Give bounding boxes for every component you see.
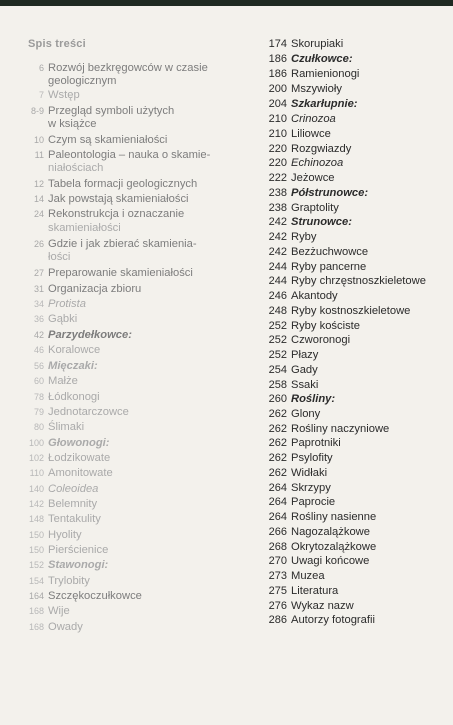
- toc-entry-title: niałościach: [48, 162, 104, 174]
- toc-entry: [268, 38, 343, 50]
- toc-page-number: 7: [38, 90, 44, 100]
- toc-entry-title: w książce: [48, 118, 97, 130]
- toc-entry: [28, 134, 167, 146]
- toc-entry: [28, 149, 210, 161]
- toc-entry-title: Stawonogi:: [48, 559, 109, 571]
- toc-page-number: 60: [33, 376, 44, 386]
- toc-page-number: 10: [33, 135, 44, 145]
- toc-entry: [28, 437, 110, 449]
- toc-page-number: 154: [28, 576, 44, 586]
- toc-entry: [268, 83, 342, 95]
- toc-entry: [268, 600, 354, 612]
- toc-entry-title: Półstrunowce:: [291, 187, 369, 199]
- toc-entry-title: Echinozoa: [291, 157, 344, 169]
- toc-page-number: 246: [268, 290, 287, 302]
- toc-entry: [268, 305, 410, 317]
- toc-entry: [28, 89, 80, 101]
- toc-entry-title: Gdzie i jak zbierać skamienia-: [48, 238, 197, 250]
- toc-entry-title: Trylobity: [48, 575, 90, 587]
- toc-page-number: 150: [28, 545, 44, 555]
- toc-entry: [268, 157, 343, 169]
- toc-entry-title: Organizacja zbioru: [48, 283, 142, 295]
- toc-entry: [28, 360, 98, 372]
- toc-page-number: 248: [268, 305, 287, 317]
- toc-entry-title: Strunowce:: [291, 216, 352, 228]
- toc-entry-title: Ryby: [291, 231, 317, 243]
- toc-entry: [28, 222, 121, 234]
- toc-entry-title: Płazy: [291, 349, 319, 361]
- page-title: Spis treści: [28, 38, 86, 50]
- toc-entry-title: Wykaz nazw: [291, 600, 354, 612]
- toc-entry-title: Czworonogi: [291, 334, 351, 346]
- toc-entry-title: Ryby chrzęstnoszkieletowe: [291, 275, 426, 287]
- toc-entry-title: Mszywioły: [291, 83, 342, 95]
- toc-page-number: 266: [268, 526, 287, 538]
- toc-entry: [28, 590, 142, 602]
- toc-page-number: 273: [268, 570, 287, 582]
- toc-page-number: 264: [268, 482, 287, 494]
- toc-page-number: 262: [268, 408, 287, 420]
- toc-entry-title: Rozwój bezkręgowców w czasie: [48, 62, 208, 74]
- toc-entry: [28, 75, 116, 87]
- toc-page-number: 8-9: [30, 106, 44, 116]
- toc-entry: [28, 162, 103, 174]
- toc-page-number: 210: [268, 113, 287, 125]
- toc-page-number: 242: [268, 246, 287, 258]
- toc-page-number: 34: [33, 299, 44, 309]
- toc-entry-title: Czym są skamieniałości: [48, 134, 168, 146]
- toc-page-number: 78: [33, 392, 44, 402]
- toc-entry: [268, 511, 376, 523]
- toc-entry-title: Psylofity: [291, 452, 333, 464]
- toc-entry: [268, 482, 331, 494]
- toc-page-number: 262: [268, 467, 287, 479]
- toc-entry: [28, 344, 100, 356]
- toc-entry-title: Rośliny nasienne: [291, 511, 377, 523]
- toc-page-number: 168: [28, 606, 44, 616]
- toc-page-number: 14: [33, 194, 44, 204]
- toc-page-number: 264: [268, 496, 287, 508]
- toc-entry-title: Preparowanie skamieniałości: [48, 267, 193, 279]
- toc-page-number: 142: [28, 499, 44, 509]
- toc-entry-title: geologicznym: [48, 75, 117, 87]
- toc-entry: [268, 275, 426, 287]
- toc-entry-title: Pierścienice: [48, 544, 109, 556]
- toc-entry: [268, 364, 318, 376]
- toc-entry: [268, 202, 339, 214]
- toc-page-number: 12: [33, 179, 44, 189]
- toc-entry-title: Gady: [291, 364, 318, 376]
- toc-page-number: 276: [268, 600, 287, 612]
- toc-entry: [28, 391, 100, 403]
- toc-entry-title: Jak powstają skamieniałości: [48, 193, 189, 205]
- toc-entry: [28, 313, 77, 325]
- toc-entry: [268, 614, 375, 626]
- toc-entry-title: Szczękoczułkowce: [48, 590, 142, 602]
- toc-page-number: 186: [268, 68, 287, 80]
- toc-page-number: 27: [33, 268, 44, 278]
- toc-entry-title: Ryby pancerne: [291, 261, 367, 273]
- toc-entry-title: Widłaki: [291, 467, 328, 479]
- toc-page-number: 254: [268, 364, 287, 376]
- toc-entry-title: Amonitowate: [48, 467, 113, 479]
- toc-entry-title: łości: [48, 251, 71, 263]
- toc-page-number: 260: [268, 393, 287, 405]
- toc-entry: [268, 437, 341, 449]
- toc-entry-title: Rośliny naczyniowe: [291, 423, 390, 435]
- toc-page-number: 186: [268, 53, 287, 65]
- toc-page-number: 6: [38, 63, 44, 73]
- toc-entry: [28, 421, 84, 433]
- toc-entry: [28, 251, 70, 263]
- toc-page-number: 252: [268, 320, 287, 332]
- toc-entry: [28, 513, 101, 525]
- toc-page-number: 244: [268, 275, 287, 287]
- toc-entry: [28, 267, 193, 279]
- toc-entry: [268, 290, 338, 302]
- toc-entry: [268, 408, 320, 420]
- toc-entry: [268, 187, 368, 199]
- toc-entry-title: Czułkowce:: [291, 53, 353, 65]
- toc-page-number: 140: [28, 484, 44, 494]
- toc-page-number: 270: [268, 555, 287, 567]
- toc-page-number: 262: [268, 437, 287, 449]
- toc-page-number: 26: [33, 239, 44, 249]
- toc-entry: [28, 62, 208, 74]
- toc-entry-title: Nagozalążkowe: [291, 526, 370, 538]
- toc-entry: [28, 298, 86, 310]
- toc-page-number: 258: [268, 379, 287, 391]
- toc-page-number: 24: [33, 209, 44, 219]
- toc-entry: [268, 423, 389, 435]
- toc-entry-title: Graptolity: [291, 202, 339, 214]
- toc-entry: [268, 334, 350, 346]
- toc-entry: [28, 544, 108, 556]
- toc-entry-title: Liliowce: [291, 128, 331, 140]
- toc-page-number: 262: [268, 423, 287, 435]
- toc-page-number: 152: [28, 560, 44, 570]
- toc-entry-title: Muzea: [291, 570, 325, 582]
- toc-page-number: 36: [33, 314, 44, 324]
- toc-entry: [28, 178, 197, 190]
- toc-page-number: 220: [268, 143, 287, 155]
- toc-page-number: 42: [33, 330, 44, 340]
- toc-page-number: 238: [268, 187, 287, 199]
- toc-entry-title: Rozgwiazdy: [291, 143, 352, 155]
- toc-entry-title: Rośliny:: [291, 393, 336, 405]
- toc-entry: [28, 483, 98, 495]
- toc-entry-title: Łódkonogi: [48, 391, 100, 403]
- toc-entry: [28, 605, 70, 617]
- toc-page-number: 210: [268, 128, 287, 140]
- toc-page-number: 275: [268, 585, 287, 597]
- toc-entry-title: Szkarłupnie:: [291, 98, 358, 110]
- toc-entry: [268, 53, 353, 65]
- toc-entry-title: Owady: [48, 621, 83, 633]
- toc-entry: [268, 246, 368, 258]
- toc-entry-title: Okrytozalążkowe: [291, 541, 377, 553]
- toc-page-number: 238: [268, 202, 287, 214]
- toc-entry-title: Skorupiaki: [291, 38, 344, 50]
- toc-entry-title: Rekonstrukcja i oznaczanie: [48, 208, 185, 220]
- toc-page-number: 242: [268, 231, 287, 243]
- toc-page-number: 11: [34, 150, 44, 160]
- toc-entry: [28, 238, 197, 250]
- toc-entry: [28, 452, 110, 464]
- toc-entry: [28, 118, 97, 130]
- toc-page-number: 168: [28, 622, 44, 632]
- toc-page-number: 80: [33, 422, 44, 432]
- toc-entry-title: Ślimaki: [48, 421, 85, 433]
- toc-entry: [28, 283, 141, 295]
- toc-page-number: 252: [268, 334, 287, 346]
- toc-entry-title: Paprocie: [291, 496, 336, 508]
- toc-entry: [268, 98, 358, 110]
- toc-page-number: 164: [28, 591, 44, 601]
- toc-page-number: 244: [268, 261, 287, 273]
- toc-entry: [268, 231, 317, 243]
- toc-entry: [28, 406, 129, 418]
- toc-entry-title: Glony: [291, 408, 321, 420]
- toc-entry-title: Przegląd symboli użytych: [48, 105, 175, 117]
- toc-entry-title: Paprotniki: [291, 437, 341, 449]
- toc-entry-title: Ryby kościste: [291, 320, 361, 332]
- toc-entry-title: Hyolity: [48, 529, 82, 541]
- toc-entry-title: Jednotarczowce: [48, 406, 129, 418]
- toc-page-number: 31: [33, 284, 44, 294]
- toc-entry-title: Koralowce: [48, 344, 101, 356]
- toc-entry: [28, 375, 78, 387]
- toc-page-number: 222: [268, 172, 287, 184]
- toc-page-number: 264: [268, 511, 287, 523]
- toc-entry: [28, 621, 83, 633]
- toc-page-number: 100: [28, 438, 44, 448]
- toc-entry-title: Małże: [48, 375, 78, 387]
- toc-entry: [28, 529, 82, 541]
- toc-page-number: 174: [268, 38, 287, 50]
- toc-entry-title: Tentakulity: [48, 513, 101, 525]
- toc-entry-title: Głowonogi:: [48, 437, 110, 449]
- toc-entry: [268, 585, 338, 597]
- page-top-band: [0, 0, 453, 6]
- toc-entry: [28, 208, 184, 220]
- toc-entry-title: Autorzy fotografii: [291, 614, 375, 626]
- toc-entry: [28, 467, 113, 479]
- toc-entry-title: Akantody: [291, 290, 338, 302]
- toc-entry-title: Parzydełkowce:: [48, 329, 132, 341]
- toc-entry: [28, 559, 108, 571]
- toc-page-number: 268: [268, 541, 287, 553]
- toc-entry: [28, 498, 97, 510]
- toc-entry: [28, 329, 132, 341]
- toc-entry: [268, 526, 370, 538]
- toc-entry: [268, 570, 325, 582]
- toc-page-number: 46: [33, 345, 44, 355]
- toc-entry: [268, 68, 359, 80]
- toc-entry: [268, 261, 366, 273]
- toc-entry-title: Belemnity: [48, 498, 98, 510]
- toc-page-number: 110: [29, 468, 44, 478]
- toc-page-number: 252: [268, 349, 287, 361]
- toc-entry: [268, 128, 331, 140]
- toc-entry-title: Łodzikowate: [48, 452, 111, 464]
- toc-entry: [268, 393, 335, 405]
- toc-page-number: 220: [268, 157, 287, 169]
- toc-entry-title: Jeżowce: [291, 172, 335, 184]
- toc-entry-title: Wstęp: [48, 89, 80, 101]
- toc-page-number: 204: [268, 98, 287, 110]
- toc-entry: [268, 320, 360, 332]
- toc-entry-title: Gąbki: [48, 313, 78, 325]
- toc-entry: [268, 113, 336, 125]
- toc-entry: [268, 143, 351, 155]
- toc-entry-title: Bezżuchwowce: [291, 246, 369, 258]
- toc-entry-title: Protista: [48, 298, 86, 310]
- toc-entry-title: Wije: [48, 605, 70, 617]
- toc-entry-title: Paleontologia – nauka o skamie-: [48, 149, 211, 161]
- toc-page-number: 200: [268, 83, 287, 95]
- toc-page-number: 286: [268, 614, 287, 626]
- toc-entry: [268, 349, 318, 361]
- toc-entry-title: skamieniałości: [48, 222, 121, 234]
- toc-entry-title: Tabela formacji geologicznych: [48, 178, 198, 190]
- toc-entry: [268, 379, 318, 391]
- toc-page-number: 262: [268, 452, 287, 464]
- toc-entry: [28, 193, 189, 205]
- toc-page-number: 242: [268, 216, 287, 228]
- toc-page-number: 148: [28, 514, 44, 524]
- toc-entry: [28, 575, 90, 587]
- toc-entry-title: Ryby kostnoszkieletowe: [291, 305, 411, 317]
- toc-entry: [268, 172, 335, 184]
- toc-entry-title: Crinozoa: [291, 113, 336, 125]
- toc-entry: [268, 467, 327, 479]
- toc-entry-title: Ssaki: [291, 379, 319, 391]
- toc-entry: [28, 105, 174, 117]
- toc-page-number: 56: [33, 361, 44, 371]
- toc-entry-title: Skrzypy: [291, 482, 331, 494]
- toc-entry: [268, 216, 352, 228]
- toc-entry-title: Mięczaki:: [48, 360, 98, 372]
- toc-entry-title: Uwagi końcowe: [291, 555, 370, 567]
- toc-page-number: 150: [28, 530, 44, 540]
- toc-page-number: 79: [33, 407, 44, 417]
- toc-entry: [268, 555, 369, 567]
- toc-page-number: 102: [28, 453, 44, 463]
- toc-entry-title: Ramienionogi: [291, 68, 360, 80]
- toc-entry-title: Coleoidea: [48, 483, 99, 495]
- toc-entry: [268, 541, 376, 553]
- toc-entry-title: Literatura: [291, 585, 339, 597]
- toc-entry: [268, 452, 333, 464]
- toc-entry: [268, 496, 335, 508]
